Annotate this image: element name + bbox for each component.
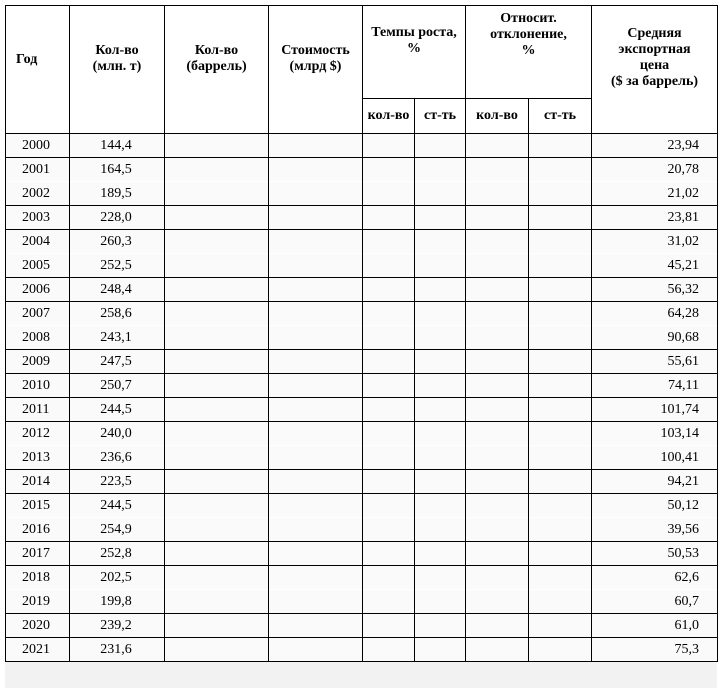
cell-growth-cost	[415, 374, 466, 398]
cell-price: 20,78	[592, 158, 718, 182]
cell-growth-cost	[415, 518, 466, 542]
cell-price: 94,21	[592, 470, 718, 494]
cell-dev-qty	[466, 638, 529, 662]
cell-growth-qty	[363, 158, 415, 182]
cell-price: 62,6	[592, 566, 718, 590]
cell-value	[269, 134, 363, 158]
cell-dev-cost	[529, 374, 592, 398]
cell-dev-qty	[466, 518, 529, 542]
cell-growth-qty	[363, 278, 415, 302]
table-row	[6, 590, 718, 614]
cell-year: 2015	[6, 494, 70, 518]
cell-qty-bbl	[165, 422, 269, 446]
cell-qty-bbl	[165, 134, 269, 158]
cell-year: 2007	[6, 302, 70, 326]
cell-qty-bbl	[165, 374, 269, 398]
cell-price: 64,28	[592, 302, 718, 326]
cell-growth-cost	[415, 134, 466, 158]
cell-dev-qty	[466, 566, 529, 590]
cell-value	[269, 230, 363, 254]
header-growth-qty: кол-во	[363, 99, 415, 134]
cell-value	[269, 494, 363, 518]
table-row	[6, 326, 718, 350]
cell-year: 2008	[6, 326, 70, 350]
cell-price: 45,21	[592, 254, 718, 278]
cell-year: 2001	[6, 158, 70, 182]
cell-qty-mt: 164,5	[70, 158, 165, 182]
cell-dev-cost	[529, 350, 592, 374]
cell-dev-qty	[466, 134, 529, 158]
cell-growth-cost	[415, 230, 466, 254]
cell-value	[269, 446, 363, 470]
cell-growth-qty	[363, 422, 415, 446]
table-row	[6, 230, 718, 254]
table-row	[6, 446, 718, 470]
cell-dev-qty	[466, 158, 529, 182]
cell-value	[269, 254, 363, 278]
cell-dev-cost	[529, 182, 592, 206]
cell-dev-cost	[529, 494, 592, 518]
cell-growth-qty	[363, 518, 415, 542]
cell-price: 60,7	[592, 590, 718, 614]
table-row	[6, 566, 718, 590]
cell-dev-cost	[529, 542, 592, 566]
cell-year: 2013	[6, 446, 70, 470]
cell-growth-cost	[415, 566, 466, 590]
cell-dev-cost	[529, 590, 592, 614]
cell-year: 2000	[6, 134, 70, 158]
cell-value	[269, 302, 363, 326]
table-row	[6, 518, 718, 542]
cell-dev-cost	[529, 446, 592, 470]
cell-dev-cost	[529, 470, 592, 494]
cell-price: 39,56	[592, 518, 718, 542]
cell-growth-cost	[415, 278, 466, 302]
cell-qty-mt: 202,5	[70, 566, 165, 590]
table-row	[6, 614, 718, 638]
cell-value	[269, 158, 363, 182]
cell-growth-cost	[415, 422, 466, 446]
cell-qty-bbl	[165, 470, 269, 494]
cell-qty-bbl	[165, 206, 269, 230]
cell-year: 2005	[6, 254, 70, 278]
header-year: Год	[6, 6, 70, 134]
cell-growth-qty	[363, 614, 415, 638]
cell-dev-cost	[529, 230, 592, 254]
cell-year: 2010	[6, 374, 70, 398]
cell-qty-mt: 231,6	[70, 638, 165, 662]
cell-growth-qty	[363, 542, 415, 566]
cell-qty-mt: 243,1	[70, 326, 165, 350]
cell-growth-qty	[363, 566, 415, 590]
cell-year: 2003	[6, 206, 70, 230]
cell-value	[269, 326, 363, 350]
cell-dev-cost	[529, 134, 592, 158]
cell-year: 2012	[6, 422, 70, 446]
cell-dev-cost	[529, 278, 592, 302]
cell-price: 61,0	[592, 614, 718, 638]
cell-value	[269, 470, 363, 494]
cell-qty-mt: 254,9	[70, 518, 165, 542]
header-value: Стоимость (млрд $)	[269, 6, 363, 134]
cell-qty-bbl	[165, 230, 269, 254]
cell-qty-bbl	[165, 158, 269, 182]
cell-value	[269, 374, 363, 398]
cell-growth-cost	[415, 494, 466, 518]
table-row	[6, 278, 718, 302]
table-row	[6, 350, 718, 374]
cell-value	[269, 518, 363, 542]
cell-price: 55,61	[592, 350, 718, 374]
cell-dev-qty	[466, 542, 529, 566]
cell-value	[269, 278, 363, 302]
cell-value	[269, 422, 363, 446]
cell-price: 74,11	[592, 374, 718, 398]
cell-year: 2014	[6, 470, 70, 494]
cell-dev-qty	[466, 302, 529, 326]
cell-value	[269, 398, 363, 422]
cell-dev-cost	[529, 158, 592, 182]
cell-value	[269, 206, 363, 230]
cell-growth-cost	[415, 638, 466, 662]
cell-price: 50,12	[592, 494, 718, 518]
cell-year: 2002	[6, 182, 70, 206]
cell-growth-cost	[415, 182, 466, 206]
cell-qty-bbl	[165, 566, 269, 590]
cell-qty-bbl	[165, 182, 269, 206]
cell-growth-qty	[363, 374, 415, 398]
cell-dev-cost	[529, 398, 592, 422]
cell-year: 2016	[6, 518, 70, 542]
cell-dev-qty	[466, 278, 529, 302]
cell-year: 2009	[6, 350, 70, 374]
cell-qty-bbl	[165, 254, 269, 278]
cell-growth-cost	[415, 614, 466, 638]
cell-price: 23,94	[592, 134, 718, 158]
cell-dev-qty	[466, 590, 529, 614]
cell-price: 56,32	[592, 278, 718, 302]
cell-growth-qty	[363, 134, 415, 158]
cell-dev-cost	[529, 614, 592, 638]
cell-dev-cost	[529, 254, 592, 278]
cell-growth-qty	[363, 182, 415, 206]
cell-growth-cost	[415, 470, 466, 494]
table-row	[6, 158, 718, 182]
cell-dev-cost	[529, 566, 592, 590]
cell-value	[269, 638, 363, 662]
cell-qty-bbl	[165, 302, 269, 326]
cell-qty-bbl	[165, 638, 269, 662]
cell-growth-qty	[363, 254, 415, 278]
cell-qty-bbl	[165, 542, 269, 566]
cell-price: 50,53	[592, 542, 718, 566]
cell-growth-qty	[363, 470, 415, 494]
cell-year: 2019	[6, 590, 70, 614]
cell-growth-qty	[363, 230, 415, 254]
cell-qty-mt: 189,5	[70, 182, 165, 206]
table-footer-band	[5, 662, 717, 688]
cell-growth-cost	[415, 398, 466, 422]
cell-dev-qty	[466, 398, 529, 422]
cell-qty-bbl	[165, 518, 269, 542]
cell-dev-cost	[529, 638, 592, 662]
cell-qty-mt: 244,5	[70, 398, 165, 422]
cell-growth-qty	[363, 350, 415, 374]
cell-dev-qty	[466, 422, 529, 446]
table-row	[6, 134, 718, 158]
cell-qty-mt: 247,5	[70, 350, 165, 374]
table-row	[6, 302, 718, 326]
cell-year: 2017	[6, 542, 70, 566]
cell-growth-qty	[363, 302, 415, 326]
cell-price: 75,3	[592, 638, 718, 662]
cell-growth-cost	[415, 590, 466, 614]
cell-growth-cost	[415, 542, 466, 566]
table-row	[6, 254, 718, 278]
cell-qty-mt: 239,2	[70, 614, 165, 638]
cell-qty-mt: 252,5	[70, 254, 165, 278]
cell-qty-bbl	[165, 590, 269, 614]
cell-qty-mt: 252,8	[70, 542, 165, 566]
cell-qty-bbl	[165, 494, 269, 518]
table-row	[6, 422, 718, 446]
cell-value	[269, 590, 363, 614]
cell-dev-cost	[529, 422, 592, 446]
cell-dev-qty	[466, 182, 529, 206]
cell-dev-cost	[529, 326, 592, 350]
cell-growth-cost	[415, 302, 466, 326]
header-growth-rate: Темпы роста, %	[363, 6, 466, 99]
table-row	[6, 638, 718, 662]
table-row	[6, 542, 718, 566]
cell-growth-qty	[363, 398, 415, 422]
cell-growth-qty	[363, 494, 415, 518]
cell-year: 2006	[6, 278, 70, 302]
cell-year: 2020	[6, 614, 70, 638]
cell-qty-mt: 260,3	[70, 230, 165, 254]
cell-value	[269, 566, 363, 590]
header-avg-export-price: Средняя экспортная цена ($ за баррель)	[592, 6, 718, 134]
table-row	[6, 470, 718, 494]
header-qty-mt: Кол-во (млн. т)	[70, 6, 165, 134]
header-dev-cost: ст-ть	[529, 99, 592, 134]
cell-dev-qty	[466, 254, 529, 278]
cell-year: 2021	[6, 638, 70, 662]
cell-dev-qty	[466, 614, 529, 638]
cell-qty-mt: 258,6	[70, 302, 165, 326]
table-row	[6, 374, 718, 398]
export-data-table	[5, 5, 718, 662]
cell-growth-cost	[415, 446, 466, 470]
cell-growth-qty	[363, 638, 415, 662]
cell-qty-bbl	[165, 446, 269, 470]
cell-qty-bbl	[165, 278, 269, 302]
cell-value	[269, 182, 363, 206]
cell-year: 2018	[6, 566, 70, 590]
cell-qty-mt: 248,4	[70, 278, 165, 302]
cell-dev-qty	[466, 230, 529, 254]
cell-dev-qty	[466, 446, 529, 470]
cell-price: 100,41	[592, 446, 718, 470]
table-body	[6, 134, 718, 662]
cell-qty-mt: 144,4	[70, 134, 165, 158]
cell-qty-bbl	[165, 614, 269, 638]
table-row	[6, 182, 718, 206]
cell-growth-qty	[363, 206, 415, 230]
cell-year: 2004	[6, 230, 70, 254]
cell-dev-qty	[466, 494, 529, 518]
cell-year: 2011	[6, 398, 70, 422]
table-row	[6, 206, 718, 230]
header-growth-cost: ст-ть	[415, 99, 466, 134]
cell-qty-mt: 236,6	[70, 446, 165, 470]
cell-price: 90,68	[592, 326, 718, 350]
table-row	[6, 494, 718, 518]
cell-price: 23,81	[592, 206, 718, 230]
header-dev-qty: кол-во	[466, 99, 529, 134]
cell-price: 21,02	[592, 182, 718, 206]
cell-growth-qty	[363, 326, 415, 350]
header-qty-bbl: Кол-во (баррель)	[165, 6, 269, 134]
cell-price: 101,74	[592, 398, 718, 422]
cell-growth-cost	[415, 158, 466, 182]
cell-dev-qty	[466, 350, 529, 374]
cell-qty-bbl	[165, 398, 269, 422]
table-row	[6, 398, 718, 422]
cell-price: 31,02	[592, 230, 718, 254]
cell-dev-qty	[466, 206, 529, 230]
cell-dev-qty	[466, 374, 529, 398]
cell-growth-qty	[363, 590, 415, 614]
cell-value	[269, 542, 363, 566]
cell-dev-qty	[466, 326, 529, 350]
cell-qty-mt: 240,0	[70, 422, 165, 446]
cell-growth-cost	[415, 350, 466, 374]
cell-qty-bbl	[165, 350, 269, 374]
cell-dev-qty	[466, 470, 529, 494]
cell-qty-mt: 250,7	[70, 374, 165, 398]
cell-growth-cost	[415, 254, 466, 278]
cell-qty-mt: 223,5	[70, 470, 165, 494]
cell-qty-bbl	[165, 326, 269, 350]
cell-dev-cost	[529, 518, 592, 542]
cell-dev-cost	[529, 206, 592, 230]
cell-qty-mt: 244,5	[70, 494, 165, 518]
cell-value	[269, 614, 363, 638]
cell-qty-mt: 199,8	[70, 590, 165, 614]
cell-price: 103,14	[592, 422, 718, 446]
cell-growth-cost	[415, 206, 466, 230]
cell-growth-cost	[415, 326, 466, 350]
cell-growth-qty	[363, 446, 415, 470]
header-relative-deviation: Относит. отклонение, %	[466, 6, 592, 99]
cell-dev-cost	[529, 302, 592, 326]
cell-value	[269, 350, 363, 374]
cell-qty-mt: 228,0	[70, 206, 165, 230]
